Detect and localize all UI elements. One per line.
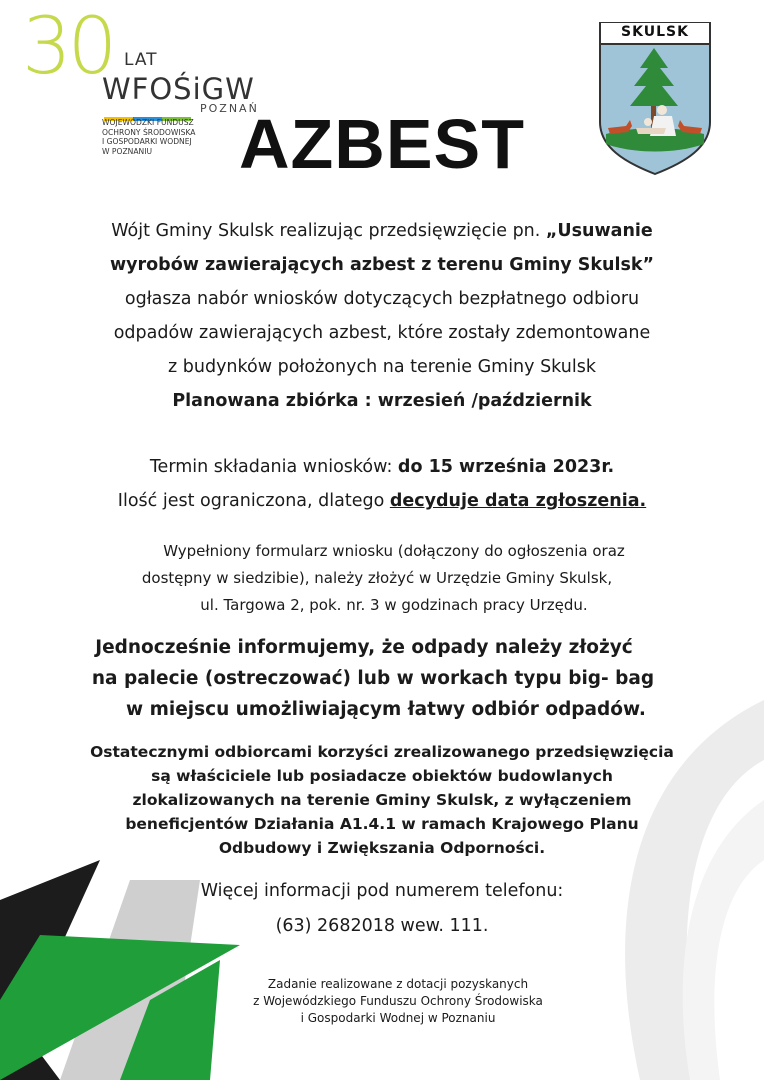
footer-line-3: i Gospodarki Wodnej w Poznaniu [300,1011,496,1025]
logo-fund-line: I GOSPODARKI WODNEJ [102,137,192,146]
contact-paragraph [0,874,764,944]
intro-line-1-bold: „Usuwanie [545,221,653,241]
recipients-line-2: są właściciele lub posiadacze obiektów budowlanych [151,767,613,785]
notice-paragraph [0,632,764,725]
logo-anniversary: 30 [22,2,114,92]
deadline-label: Termin składania wniosków: [149,457,398,477]
logo-brand: WFOŚiGW [102,72,255,106]
contact-line-1: Więcej informacji pod numerem telefonu: [200,881,564,901]
deadline-line-2 [0,484,764,518]
phone-number: (63) 2682018 wew. 111. [275,916,489,936]
intro-line-1-text: Wójt Gminy Skulsk realizując przedsięwzięcie pn. [111,221,546,241]
intro-line-1 [0,214,764,248]
recipients-line-4: beneficjentów Działania A1.4.1 w ramach Krajowego Planu [125,815,639,833]
form-info-paragraph [0,538,764,619]
recipients-line-3: zlokalizowanych na terenie Gminy Skulsk, z wyłączeniem [132,791,632,809]
funding-footer [0,976,764,1027]
application-date-decides: decyduje data zgłoszenia. [389,491,647,511]
form-info-line-1: Wypełniony formularz wniosku (dołączony do ogłoszenia oraz [163,542,625,560]
limited-text: Ilość jest ograniczona, dlatego [117,491,390,511]
intro-line-2: wyrobów zawierających azbest z terenu Gminy Skulsk” [109,255,655,275]
logo-lat: LAT [124,50,158,70]
deadline-paragraph [0,450,764,518]
recipients-paragraph [0,740,764,860]
recipients-line-5: Odbudowy i Zwiększania Odporności. [218,839,546,857]
form-info-line-2: dostępny w siedzibie), należy złożyć w Urzędzie Gminy Skulsk, [141,569,613,587]
deadline-date: do 15 września 2023r. [397,457,615,477]
notice-line-3: w miejscu umożliwiającym łatwy odbiór odpadów. [126,699,646,720]
footer-line-2: z Wojewódzkiego Funduszu Ochrony Środowiska [253,994,543,1008]
logo-fund-line: WOJEWÓDZKI FUNDUSZ [102,118,194,127]
logo-fund-line: OCHRONY ŚRODOWISKA [102,127,196,137]
notice-line-1: Jednocześnie informujemy, że odpady należy złożyć [95,637,633,658]
notice-line-2: na palecie (ostreczować) lub w workach typu big- bag [91,668,655,689]
logo-fund-line: W POZNANIU [102,146,153,156]
collection-period: Planowana zbiórka : wrzesień /październik [172,391,592,411]
crest-name: SKULSK [621,24,689,40]
form-info-line-3: ul. Targowa 2, pok. nr. 3 w godzinach pracy Urzędu. [200,596,588,614]
intro-line-4: odpadów zawierających azbest, które zostały zdemontowane [113,323,651,343]
page-title: AZBEST [239,105,525,183]
logo-city: POZNAŃ [200,102,259,115]
intro-line-3: ogłasza nabór wniosków dotyczących bezpłatnego odbioru [124,289,640,309]
deadline-line-1 [0,450,764,484]
footer-line-1: Zadanie realizowane z dotacji pozyskanych [267,977,529,991]
recipients-line-1: Ostatecznymi odbiorcami korzyści zrealizowanego przedsięwzięcia [90,743,674,761]
intro-paragraph [0,214,764,418]
intro-line-5: z budynków położonych na terenie Gminy Skulsk [168,357,596,377]
